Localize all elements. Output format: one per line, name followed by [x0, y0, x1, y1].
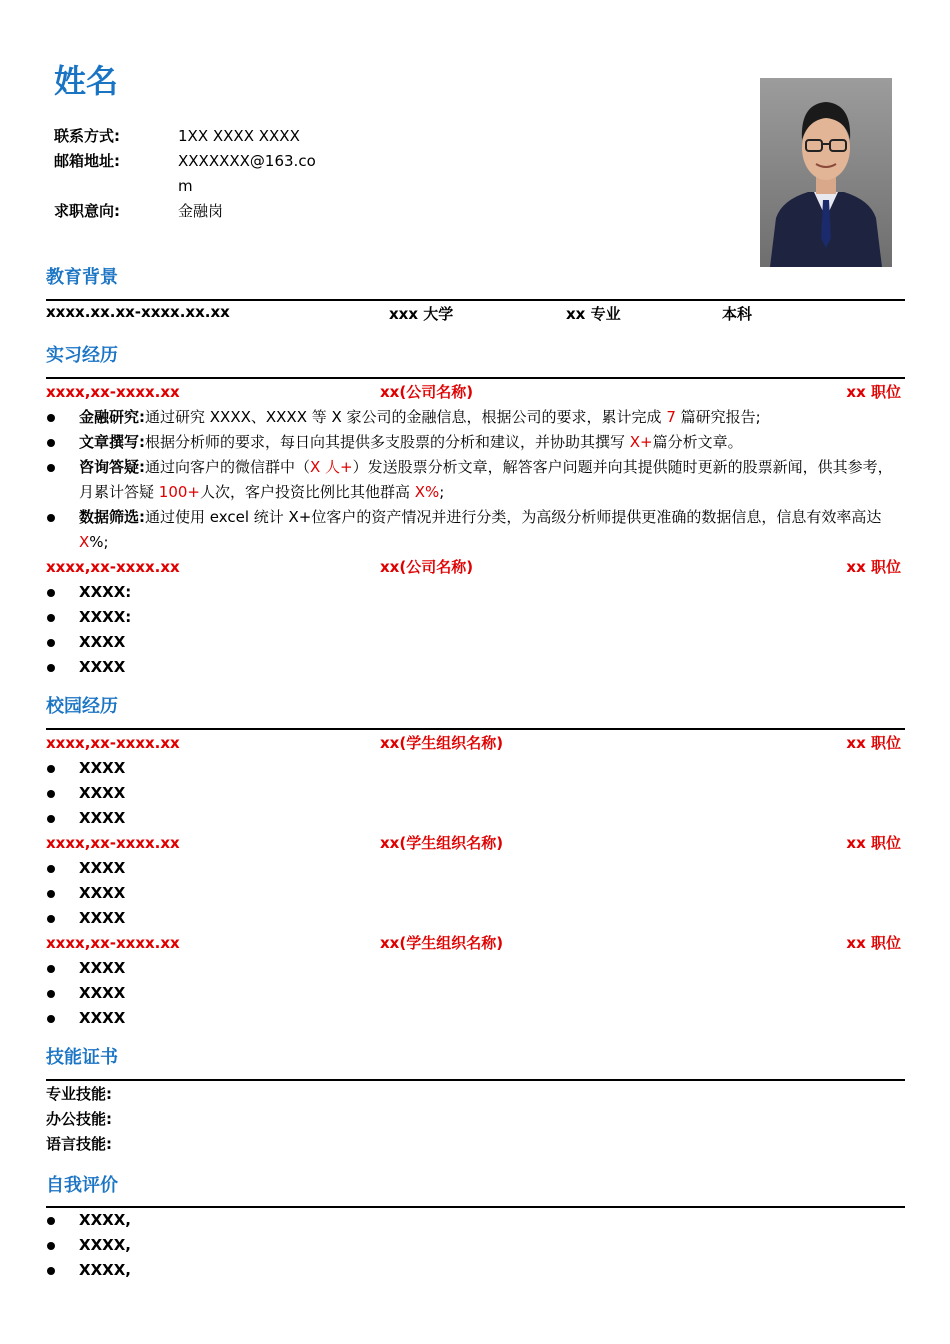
- contact-info: [54, 124, 328, 224]
- item-label: 金融研究:: [79, 408, 145, 426]
- internship-list: [46, 380, 905, 680]
- item-text: %;: [89, 533, 109, 551]
- highlight-text: X: [79, 533, 90, 551]
- item-text: XXXX: [79, 759, 126, 777]
- bullet-icon: [47, 664, 55, 672]
- item-text: 篇分析文章。: [652, 433, 743, 451]
- profile-photo: [760, 78, 892, 267]
- list-item: [46, 756, 905, 781]
- campus-position: xx 职位: [846, 934, 901, 952]
- contact-label: 求职意向:: [54, 202, 120, 220]
- item-text: 通过研究 XXXX、XXXX 等 X 家公司的金融信息，根据公司的要求，累计完成: [145, 408, 667, 426]
- list-item: [46, 956, 905, 981]
- item-text: 通过向客户的微信群中（: [145, 458, 311, 476]
- highlight-text: 100+: [158, 483, 200, 501]
- skill-item: 语言技能:: [46, 1135, 112, 1153]
- phone-value: 1XX XXXX XXXX: [178, 127, 300, 145]
- education-degree: 本科: [722, 305, 753, 323]
- section-title-campus: 校园经历: [46, 696, 118, 717]
- objective-value: 金融岗: [178, 202, 224, 220]
- highlight-text: X 人+: [310, 458, 353, 476]
- section-divider: [46, 299, 905, 301]
- internship-date: xxxx,xx-xxxx.xx: [46, 383, 180, 401]
- list-item: [46, 1258, 905, 1283]
- bullet-icon: [47, 514, 55, 522]
- contact-row-objective: [54, 199, 328, 224]
- bullet-icon: [47, 790, 55, 798]
- item-text: XXXX: [79, 809, 126, 827]
- bullet-icon: [47, 614, 55, 622]
- bullet-icon: [47, 1217, 55, 1225]
- list-item: [46, 856, 905, 881]
- bullet-icon: [47, 589, 55, 597]
- list-item: [46, 1208, 905, 1233]
- bullet-icon: [47, 439, 55, 447]
- bullet-icon: [47, 1267, 55, 1275]
- bullet-icon: [47, 815, 55, 823]
- list-item: [46, 430, 905, 455]
- education-school: xxx 大学: [389, 305, 454, 323]
- item-label: 文章撰写:: [79, 433, 145, 451]
- highlight-text: X+: [629, 433, 653, 451]
- item-label: 数据筛选:: [79, 508, 145, 526]
- item-text: XXXX: [79, 658, 126, 676]
- bullet-icon: [47, 414, 55, 422]
- email-value: XXXXXXX@163.com: [178, 152, 316, 195]
- item-text: 根据分析师的要求，每日向其提供多支股票的分析和建议，并协助其撰写: [145, 433, 630, 451]
- item-text: ）发送股票分析文章，解答客户问题并向其提供随时更新的股票新闻，供其参考，月累计答疑: [79, 458, 893, 501]
- internship-company: xx(公司名称): [380, 558, 474, 576]
- internship-header: [46, 380, 905, 405]
- section-divider: [46, 1079, 905, 1081]
- campus-header: [46, 931, 905, 956]
- bullet-icon: [47, 765, 55, 773]
- campus-org: xx(学生组织名称): [380, 834, 504, 852]
- contact-row-email: [54, 149, 328, 199]
- resume-name: 姓名: [54, 62, 119, 100]
- list-item: [46, 906, 905, 931]
- skills-list: [46, 1082, 112, 1157]
- item-text: XXXX: [79, 859, 126, 877]
- bullet-icon: [47, 990, 55, 998]
- campus-list: [46, 731, 905, 1031]
- section-title-internship: 实习经历: [46, 345, 118, 366]
- bullet-icon: [47, 915, 55, 923]
- education-date: xxxx.xx.xx-xxxx.xx.xx: [46, 303, 230, 321]
- campus-date: xxxx,xx-xxxx.xx: [46, 734, 180, 752]
- item-text: XXXX: [79, 884, 126, 902]
- campus-position: xx 职位: [846, 734, 901, 752]
- campus-date: xxxx,xx-xxxx.xx: [46, 834, 180, 852]
- section-divider: [46, 377, 905, 379]
- list-item: [46, 1006, 905, 1031]
- internship-position: xx 职位: [846, 558, 901, 576]
- highlight-text: X%: [414, 483, 440, 501]
- campus-position: xx 职位: [846, 834, 901, 852]
- bullet-icon: [47, 1015, 55, 1023]
- list-item: [46, 781, 905, 806]
- campus-org: xx(学生组织名称): [380, 734, 504, 752]
- internship-date: xxxx,xx-xxxx.xx: [46, 558, 180, 576]
- campus-header: [46, 731, 905, 756]
- skill-item: 专业技能:: [46, 1085, 112, 1103]
- section-divider: [46, 728, 905, 730]
- item-text: XXXX: [79, 909, 126, 927]
- list-item: [46, 655, 905, 680]
- section-title-self-evaluation: 自我评价: [46, 1175, 118, 1196]
- item-text: 人次，客户投资比例比其他群高: [199, 483, 415, 501]
- list-item: [46, 981, 905, 1006]
- campus-org: xx(学生组织名称): [380, 934, 504, 952]
- item-text: XXXX,: [79, 1211, 131, 1229]
- education-row: [46, 303, 905, 327]
- list-item: [46, 505, 905, 555]
- bullet-icon: [47, 1242, 55, 1250]
- item-text: XXXX,: [79, 1236, 131, 1254]
- self-evaluation-list: [46, 1208, 905, 1283]
- bullet-icon: [47, 865, 55, 873]
- campus-header: [46, 831, 905, 856]
- item-text: XXXX: [79, 959, 126, 977]
- internship-position: xx 职位: [846, 383, 901, 401]
- item-text: XXXX: [79, 633, 126, 651]
- skill-item: 办公技能:: [46, 1110, 112, 1128]
- item-text: XXXX: [79, 784, 126, 802]
- list-item: [46, 580, 905, 605]
- contact-label: 邮箱地址:: [54, 152, 120, 170]
- campus-date: xxxx,xx-xxxx.xx: [46, 934, 180, 952]
- list-item: [46, 405, 905, 430]
- list-item: [46, 1233, 905, 1258]
- section-title-education: 教育背景: [46, 267, 118, 288]
- item-text: XXXX:: [79, 608, 132, 626]
- contact-row-phone: [54, 124, 328, 149]
- list-item: [46, 806, 905, 831]
- item-text: 通过使用 excel 统计 X+位客户的资产情况并进行分类，为高级分析师提供更准确的数据信息，信息有效率高达: [145, 508, 882, 526]
- contact-label: 联系方式:: [54, 127, 120, 145]
- education-major: xx 专业: [566, 305, 621, 323]
- bullet-icon: [47, 464, 55, 472]
- internship-company: xx(公司名称): [380, 383, 474, 401]
- item-text: XXXX,: [79, 1261, 131, 1279]
- bullet-icon: [47, 890, 55, 898]
- list-item: [46, 455, 905, 505]
- item-text: 篇研究报告;: [675, 408, 761, 426]
- item-text: XXXX:: [79, 583, 132, 601]
- item-text: XXXX: [79, 984, 126, 1002]
- item-label: 咨询答疑:: [79, 458, 145, 476]
- item-text: ;: [439, 483, 445, 501]
- item-text: XXXX: [79, 1009, 126, 1027]
- internship-header: [46, 555, 905, 580]
- list-item: [46, 881, 905, 906]
- list-item: [46, 605, 905, 630]
- section-title-skills: 技能证书: [46, 1047, 118, 1068]
- bullet-icon: [47, 639, 55, 647]
- highlight-text: 7: [666, 408, 676, 426]
- list-item: [46, 630, 905, 655]
- bullet-icon: [47, 965, 55, 973]
